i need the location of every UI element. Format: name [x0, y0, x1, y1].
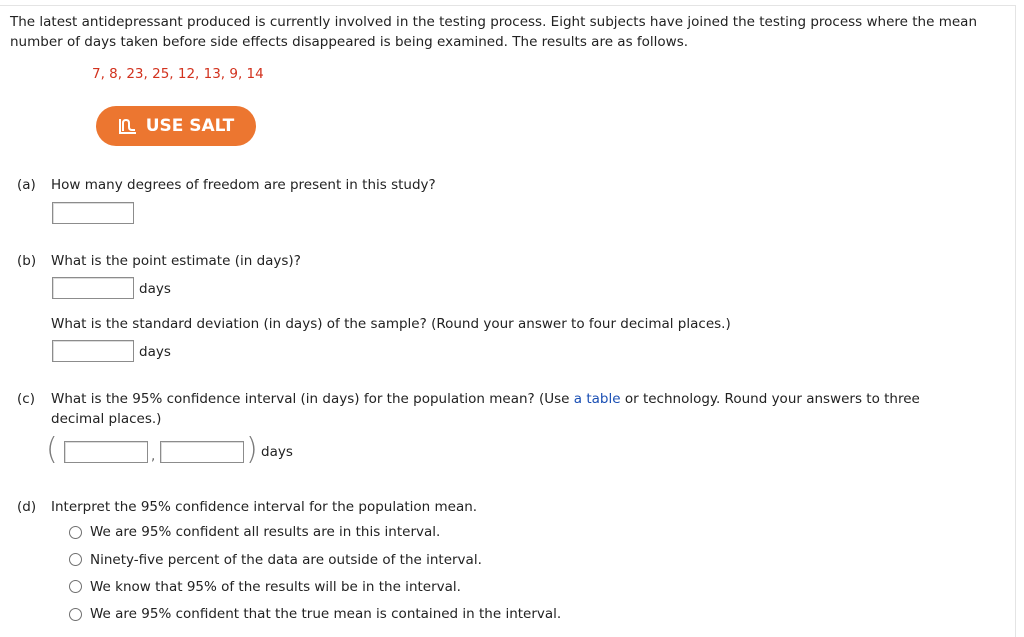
part-b-question-1: What is the point estimate (in days)? [51, 253, 301, 269]
part-c-question-line-2: decimal places.) [51, 411, 162, 427]
part-b-question-2: What is the standard deviation (in days) of the sample? (Round your answer to four decimal places.) [51, 316, 731, 332]
part-c-label: (c) [17, 391, 35, 407]
use-salt-label: USE SALT [145, 116, 235, 136]
choice-radio-3[interactable] [69, 580, 82, 593]
choice-radio-1[interactable] [69, 526, 82, 539]
part-d-label: (d) [17, 499, 37, 515]
intro-line-1: The latest antidepressant produced is currently involved in the testing process. Eight subjects have joined the testing process where the mean [10, 14, 977, 30]
problem-intro [10, 12, 977, 52]
frame-right-border [1015, 5, 1016, 637]
choice-label-3[interactable]: We know that 95% of the results will be in the interval. [90, 579, 461, 595]
degrees-of-freedom-input[interactable] [52, 202, 134, 224]
interval-open-paren: ( [46, 432, 58, 467]
interval-lower-input[interactable] [64, 441, 148, 463]
part-c-question-post: or technology. Round your answers to three [620, 391, 920, 407]
table-link[interactable]: a table [573, 391, 621, 407]
point-estimate-input[interactable] [52, 277, 134, 299]
part-c-question-pre: What is the 95% confidence interval (in days) for the population mean? (Use [51, 391, 574, 407]
interval-unit: days [261, 444, 293, 460]
part-d-question: Interpret the 95% confidence interval for the population mean. [51, 499, 478, 515]
interval-close-paren: ) [246, 432, 258, 467]
interval-upper-input[interactable] [160, 441, 244, 463]
choice-radio-4[interactable] [69, 608, 82, 621]
point-estimate-unit: days [139, 281, 171, 297]
choice-label-4[interactable]: We are 95% confident that the true mean is contained in the interval. [90, 606, 562, 622]
standard-deviation-unit: days [139, 344, 171, 360]
part-a-question: How many degrees of freedom are present in this study? [51, 177, 436, 193]
frame-top-border [0, 5, 1016, 6]
choice-label-2[interactable]: Ninety-five percent of the data are outside of the interval. [90, 552, 482, 568]
salt-logo-icon [118, 117, 138, 135]
part-c-question [51, 389, 920, 409]
data-values: 7, 8, 23, 25, 12, 13, 9, 14 [92, 66, 264, 82]
use-salt-button[interactable] [96, 106, 256, 146]
part-a-label: (a) [17, 177, 36, 193]
part-b-label: (b) [17, 253, 37, 269]
standard-deviation-input[interactable] [52, 340, 134, 362]
choice-radio-2[interactable] [69, 553, 82, 566]
choice-label-1[interactable]: We are 95% confident all results are in this interval. [90, 524, 441, 540]
interval-comma: , [151, 448, 156, 464]
intro-line-2: number of days taken before side effects disappeared is being examined. The results are as follows. [10, 34, 689, 50]
